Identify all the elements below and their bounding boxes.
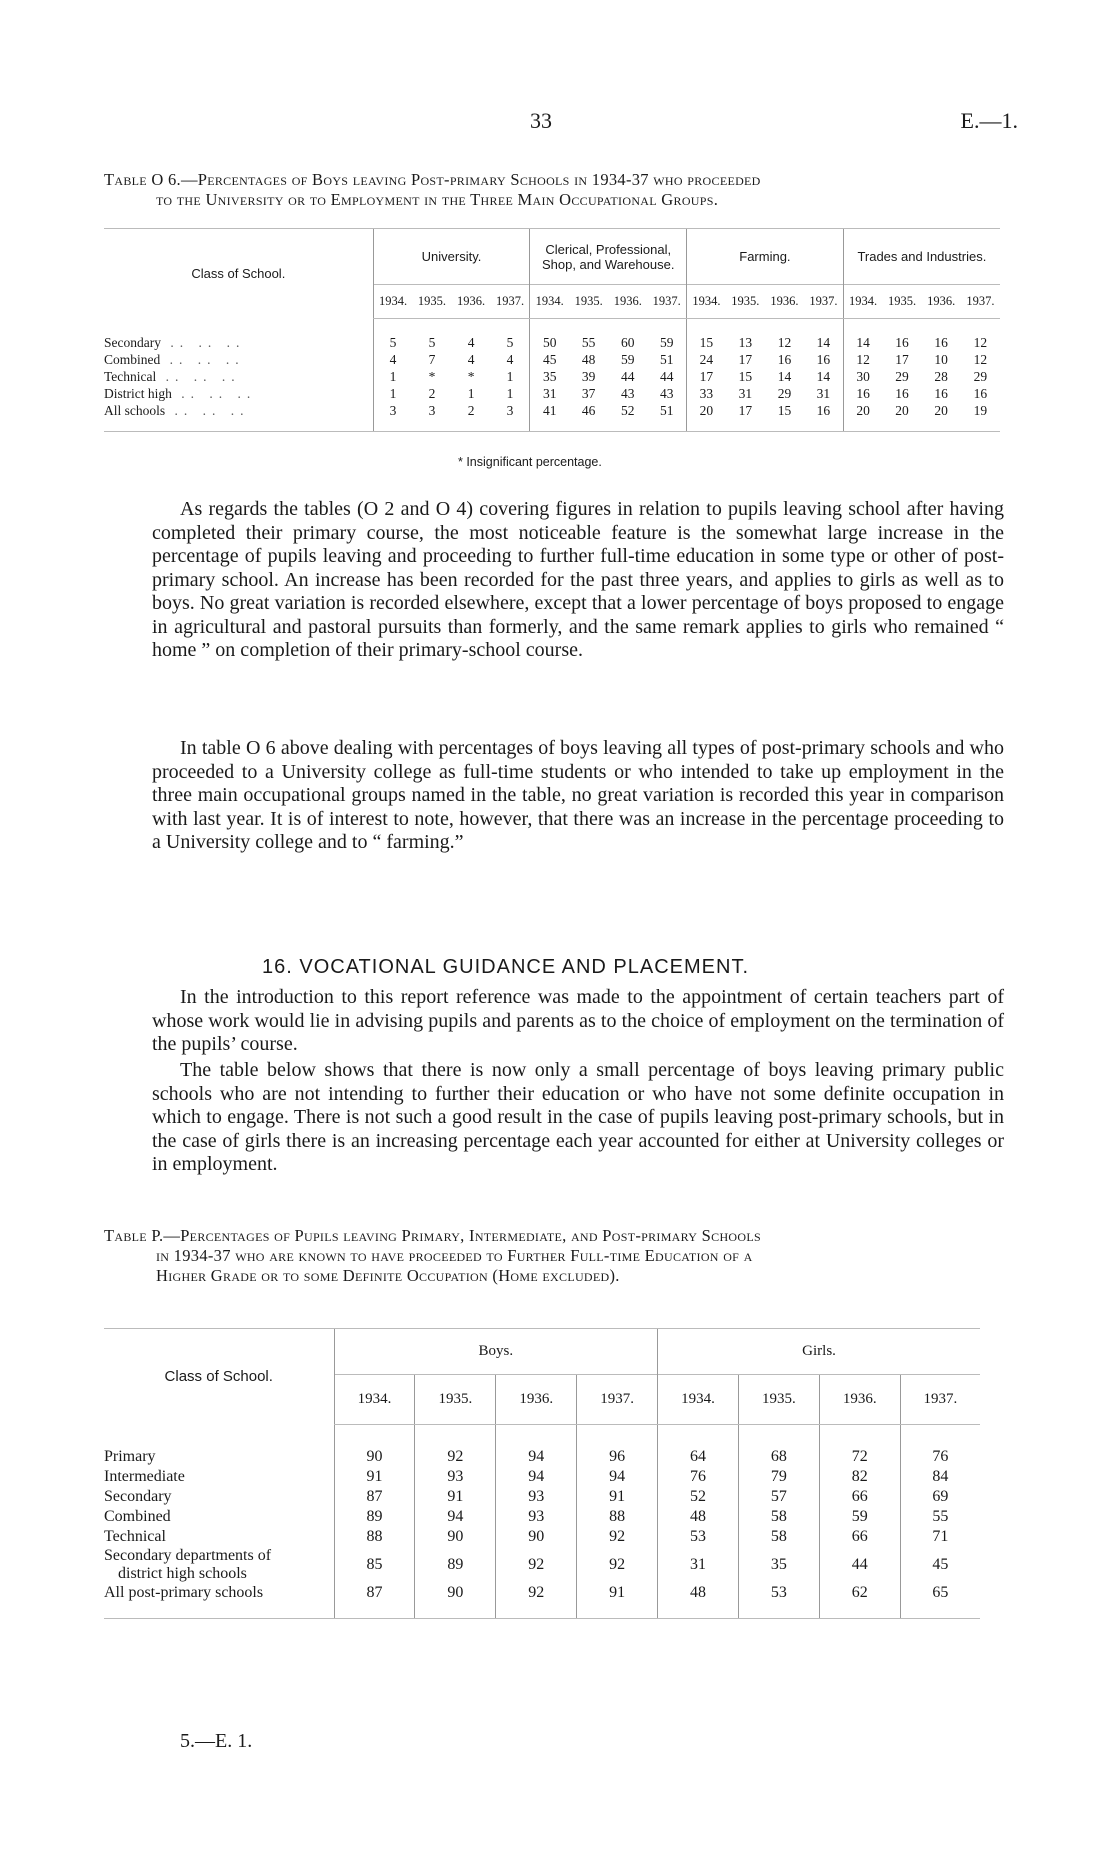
value-cell: 3 — [373, 403, 412, 432]
table-p — [104, 1328, 980, 1619]
value-cell: 57 — [738, 1487, 819, 1507]
leader-dots: .. .. .. — [165, 402, 250, 418]
value-cell: 19 — [961, 403, 1000, 432]
table-o6-caption — [104, 170, 1004, 210]
row-label-cell — [104, 1507, 334, 1527]
value-cell: 92 — [577, 1547, 658, 1583]
row-label-cell — [104, 386, 373, 403]
year-header: 1934. — [373, 285, 412, 319]
value-cell: 48 — [658, 1583, 739, 1619]
year-header: 1934. — [843, 285, 882, 319]
table-o6-footnote: * Insignificant percentage. — [458, 455, 602, 469]
leader-dots: .. .. .. — [160, 335, 246, 350]
row-label: District high — [104, 386, 172, 401]
value-cell: 29 — [973, 369, 988, 384]
value-cell: 1 — [506, 386, 514, 401]
value-cell: 15 — [687, 319, 726, 352]
value-cell: 16 — [895, 335, 909, 351]
value-cell: 51 — [659, 352, 674, 367]
row-label: Combined — [104, 352, 161, 367]
row-label-cell — [104, 352, 373, 369]
value-cell: 1 — [373, 386, 412, 403]
value-cell: 82 — [819, 1467, 900, 1487]
row-label-cell — [104, 1487, 334, 1507]
value-cell: 66 — [819, 1487, 900, 1507]
value-cell: 43 — [621, 386, 635, 401]
value-cell: 45 — [900, 1547, 980, 1583]
value-cell: 16 — [843, 386, 882, 403]
value-cell: 29 — [895, 369, 909, 384]
row-label-cell — [104, 1527, 334, 1547]
value-cell: 48 — [581, 352, 596, 367]
leader-dots: .. .. .. — [156, 369, 241, 384]
value-cell: 52 — [658, 1487, 739, 1507]
page-footer-signature: 5.—E. 1. — [180, 1730, 253, 1752]
table-row — [104, 319, 1000, 352]
table-o6 — [104, 228, 1000, 432]
value-cell: 90 — [334, 1425, 415, 1467]
year-header: 1936. — [608, 285, 647, 319]
value-cell: 31 — [530, 386, 569, 403]
year-header: 1936. — [922, 285, 961, 319]
value-cell: 94 — [496, 1425, 577, 1467]
value-cell: 85 — [334, 1547, 415, 1583]
value-cell: 92 — [415, 1425, 496, 1467]
value-cell: 51 — [647, 403, 686, 432]
value-cell: 55 — [900, 1507, 980, 1527]
table-row — [104, 1547, 980, 1583]
value-cell: 16 — [804, 403, 843, 432]
leader-dots: .. .. .. — [171, 386, 257, 401]
value-cell: 88 — [334, 1527, 415, 1547]
value-cell: 64 — [658, 1425, 739, 1467]
value-cell: 16 — [895, 386, 909, 401]
value-cell: 4 — [467, 352, 475, 367]
paragraph-vocational-intro: In the introduction to this report reference was made to the appointment of certain teachers part of whose work would lie in advising pupils and parents as to the choice of employment on the termination of the pupils’ course. — [152, 986, 1004, 1055]
value-cell: 12 — [973, 352, 988, 367]
value-cell: 5 — [506, 335, 514, 351]
value-cell: 29 — [777, 386, 792, 401]
value-cell: 16 — [777, 352, 792, 367]
value-cell: 17 — [738, 352, 753, 367]
value-cell: 48 — [658, 1507, 739, 1527]
row-label-cell — [104, 1425, 334, 1467]
value-cell: 16 — [934, 335, 948, 351]
value-cell: 15 — [765, 403, 804, 432]
value-cell: 7 — [428, 352, 436, 367]
value-cell: 12 — [973, 335, 988, 351]
table-row — [104, 1425, 980, 1467]
value-cell: 35 — [738, 1547, 819, 1583]
value-cell: 71 — [900, 1527, 980, 1547]
table-p-caption — [104, 1226, 1004, 1286]
value-cell: 14 — [843, 319, 882, 352]
value-cell: 4 — [506, 352, 514, 367]
document-reference: E.—1. — [960, 108, 1018, 133]
value-cell: 12 — [843, 352, 882, 369]
row-label-cell — [104, 319, 373, 352]
value-cell: 53 — [738, 1583, 819, 1619]
row-label-continuation: district high schools — [118, 1564, 247, 1582]
table-row — [104, 386, 1000, 403]
table-row — [104, 1507, 980, 1527]
value-cell: * — [467, 369, 475, 384]
row-label: Primary — [104, 1447, 156, 1465]
value-cell: 94 — [496, 1467, 577, 1487]
value-cell: 55 — [581, 335, 596, 351]
year-header: 1935. — [882, 285, 921, 319]
year-header: 1937. — [804, 285, 843, 319]
value-cell: 16 — [816, 352, 831, 367]
value-cell: 62 — [819, 1583, 900, 1619]
row-label: Combined — [104, 1507, 171, 1525]
table-row — [104, 352, 1000, 369]
year-header: 1936. — [452, 285, 491, 319]
value-cell: 76 — [658, 1467, 739, 1487]
value-cell: 76 — [900, 1425, 980, 1467]
table-row — [104, 1487, 980, 1507]
value-cell: 87 — [334, 1583, 415, 1619]
value-cell: 59 — [659, 335, 674, 351]
table-p-body — [104, 1425, 980, 1619]
year-header: 1934. — [334, 1375, 415, 1425]
value-cell: 96 — [577, 1425, 658, 1467]
year-header: 1937. — [647, 285, 686, 319]
value-cell: 16 — [973, 386, 988, 401]
value-cell: 31 — [816, 386, 831, 401]
year-header: 1937. — [900, 1375, 980, 1425]
value-cell: 37 — [581, 386, 596, 401]
value-cell: 69 — [900, 1487, 980, 1507]
paragraph-table-p-intro: The table below shows that there is now only a small percentage of boys leaving primary public schools who are not intending to further their education or who have not some definite occupation in which to engage. There is not such a good result in the case of pupils leaving post-primary schools, but in the case of girls there is an increasing percentage each year accounted for either at University colleges or in employment. — [152, 1059, 1004, 1175]
value-cell: 94 — [415, 1507, 496, 1527]
value-cell: 60 — [621, 335, 635, 351]
value-cell: 31 — [738, 386, 753, 401]
value-cell: 4 — [373, 352, 412, 369]
value-cell: 39 — [581, 369, 596, 384]
page-number: 33 — [530, 108, 552, 133]
value-cell: 44 — [819, 1547, 900, 1583]
year-header: 1934. — [658, 1375, 739, 1425]
value-cell: 88 — [577, 1507, 658, 1527]
row-label-cell — [104, 403, 373, 432]
value-cell: 90 — [496, 1527, 577, 1547]
value-cell: * — [428, 369, 436, 384]
running-head — [0, 108, 1114, 138]
row-label-cell — [104, 1547, 334, 1583]
row-label-cell — [104, 1467, 334, 1487]
value-cell: 31 — [658, 1547, 739, 1583]
value-cell: 33 — [687, 386, 726, 403]
table-p-caption-line2: in 1934-37 who are known to have proceeded to Further Full-time Education of a — [156, 1246, 753, 1265]
row-label: Technical — [104, 369, 157, 384]
value-cell: 91 — [577, 1487, 658, 1507]
value-cell: 20 — [882, 403, 921, 432]
value-cell: 44 — [659, 369, 674, 384]
value-cell: 20 — [922, 403, 961, 432]
value-cell: 91 — [415, 1487, 496, 1507]
class-of-school-header: Class of School. — [104, 229, 373, 319]
group-header-farming: Farming. — [687, 229, 844, 285]
value-cell: 93 — [496, 1487, 577, 1507]
year-header: 1937. — [577, 1375, 658, 1425]
value-cell: 44 — [621, 369, 635, 384]
value-cell: 20 — [687, 403, 726, 432]
value-cell: 4 — [467, 335, 475, 351]
year-header: 1934. — [530, 285, 569, 319]
value-cell: 58 — [738, 1507, 819, 1527]
value-cell: 46 — [569, 403, 608, 432]
value-cell: 58 — [738, 1527, 819, 1547]
table-row — [104, 369, 1000, 386]
value-cell: 90 — [415, 1583, 496, 1619]
value-cell: 65 — [900, 1583, 980, 1619]
group-header-trades: Trades and Industries. — [843, 229, 1000, 285]
value-cell: 59 — [819, 1507, 900, 1527]
year-header: 1936. — [496, 1375, 577, 1425]
value-cell: 14 — [816, 335, 831, 351]
row-label: Secondary — [104, 1487, 172, 1505]
table-p-caption-line3: Higher Grade or to some Definite Occupation (Home excluded). — [156, 1266, 620, 1285]
value-cell: 5 — [373, 319, 412, 352]
value-cell: 89 — [334, 1507, 415, 1527]
value-cell: 2 — [428, 386, 436, 401]
year-header: 1935. — [412, 285, 451, 319]
row-label: Secondary departments of — [104, 1546, 272, 1564]
class-of-school-header: Class of School. — [104, 1329, 334, 1425]
year-header: 1935. — [415, 1375, 496, 1425]
table-row — [104, 1467, 980, 1487]
table-row — [104, 1583, 980, 1619]
leader-dots: .. .. .. — [160, 352, 245, 367]
value-cell: 1 — [373, 369, 412, 386]
table-o6-body — [104, 319, 1000, 432]
group-header-university: University. — [373, 229, 530, 285]
year-header: 1936. — [819, 1375, 900, 1425]
row-label: Secondary — [104, 335, 161, 350]
value-cell: 68 — [738, 1425, 819, 1467]
row-label-cell — [104, 369, 373, 386]
value-cell: 43 — [659, 386, 674, 401]
paragraph-primary-leavers: As regards the tables (O 2 and O 4) covering figures in relation to pupils leaving school after having completed their primary course, the most noticeable feature is the somewhat large increase in the percentage of pupils leaving and proceeding to further full-time education in some type or other of post-primary school. An increase has been recorded for the past three years, and applies to girls as well as to boys. No great variation is recorded elsewhere, except that a lower percentage of boys proposed to engage in agricultural and pastoral pursuits than formerly, and the same remark applies to girls who remained “ home ” on completion of their primary-school course. — [152, 498, 1004, 661]
year-header: 1937. — [961, 285, 1000, 319]
value-cell: 72 — [819, 1425, 900, 1467]
value-cell: 92 — [577, 1527, 658, 1547]
year-header: 1937. — [491, 285, 530, 319]
value-cell: 17 — [726, 403, 765, 432]
value-cell: 2 — [452, 403, 491, 432]
row-label: All schools — [104, 402, 166, 418]
value-cell: 28 — [934, 369, 948, 384]
value-cell: 87 — [334, 1487, 415, 1507]
value-cell: 50 — [530, 319, 569, 352]
value-cell: 93 — [415, 1467, 496, 1487]
value-cell: 41 — [530, 403, 569, 432]
value-cell: 91 — [334, 1467, 415, 1487]
value-cell: 13 — [738, 335, 753, 351]
value-cell: 20 — [843, 403, 882, 432]
year-header: 1935. — [569, 285, 608, 319]
value-cell: 91 — [577, 1583, 658, 1619]
value-cell: 3 — [412, 403, 451, 432]
table-o6-caption-line1: Table O 6.—Percentages of Boys leaving Post-primary Schools in 1934-37 who proceeded — [104, 170, 761, 189]
value-cell: 16 — [934, 386, 948, 401]
value-cell: 84 — [900, 1467, 980, 1487]
year-header: 1935. — [738, 1375, 819, 1425]
table-o6-caption-line2: to the University or to Employment in the Three Main Occupational Groups. — [156, 190, 719, 209]
year-header: 1935. — [726, 285, 765, 319]
row-label-cell — [104, 1583, 334, 1619]
value-cell: 93 — [496, 1507, 577, 1527]
year-header: 1934. — [687, 285, 726, 319]
value-cell: 17 — [895, 352, 909, 367]
value-cell: 79 — [738, 1467, 819, 1487]
value-cell: 30 — [843, 369, 882, 386]
value-cell: 89 — [415, 1547, 496, 1583]
row-label: Technical — [104, 1527, 166, 1545]
section-heading: 16. VOCATIONAL GUIDANCE AND PLACEMENT. — [262, 956, 749, 978]
value-cell: 5 — [428, 335, 436, 351]
value-cell: 3 — [491, 403, 530, 432]
value-cell: 12 — [777, 335, 792, 351]
value-cell: 24 — [687, 352, 726, 369]
value-cell: 1 — [467, 386, 475, 401]
table-p-caption-line1: Table P.—Percentages of Pupils leaving Primary, Intermediate, and Post-primary Schools — [104, 1226, 761, 1245]
value-cell: 92 — [496, 1547, 577, 1583]
value-cell: 15 — [738, 369, 753, 384]
group-header-clerical: Clerical, Professional, Shop, and Warehouse. — [530, 229, 687, 285]
value-cell: 90 — [415, 1527, 496, 1547]
table-row — [104, 403, 1000, 432]
row-label: All post-primary schools — [104, 1584, 264, 1602]
value-cell: 1 — [506, 369, 514, 384]
value-cell: 52 — [608, 403, 647, 432]
year-header: 1936. — [765, 285, 804, 319]
value-cell: 10 — [934, 352, 948, 367]
value-cell: 92 — [496, 1583, 577, 1619]
group-header-girls: Girls. — [658, 1329, 980, 1375]
value-cell: 94 — [577, 1467, 658, 1487]
value-cell: 59 — [621, 352, 635, 367]
group-header-boys: Boys. — [334, 1329, 658, 1375]
value-cell: 35 — [530, 369, 569, 386]
value-cell: 53 — [658, 1527, 739, 1547]
value-cell: 17 — [687, 369, 726, 386]
value-cell: 14 — [816, 369, 831, 384]
value-cell: 66 — [819, 1527, 900, 1547]
paragraph-table-o6-commentary: In table O 6 above dealing with percentages of boys leaving all types of post-primary schools and who proceeded to a University college as full-time students or who intended to take up employment in the three main occupational groups named in the table, no great variation is recorded this year in comparison with last year. It is of interest to note, however, that there was an increase in the percentage proceeding to a University college and to “ farming.” — [152, 737, 1004, 853]
value-cell: 14 — [777, 369, 792, 384]
row-label: Intermediate — [104, 1467, 185, 1485]
table-row — [104, 1527, 980, 1547]
value-cell: 45 — [530, 352, 569, 369]
